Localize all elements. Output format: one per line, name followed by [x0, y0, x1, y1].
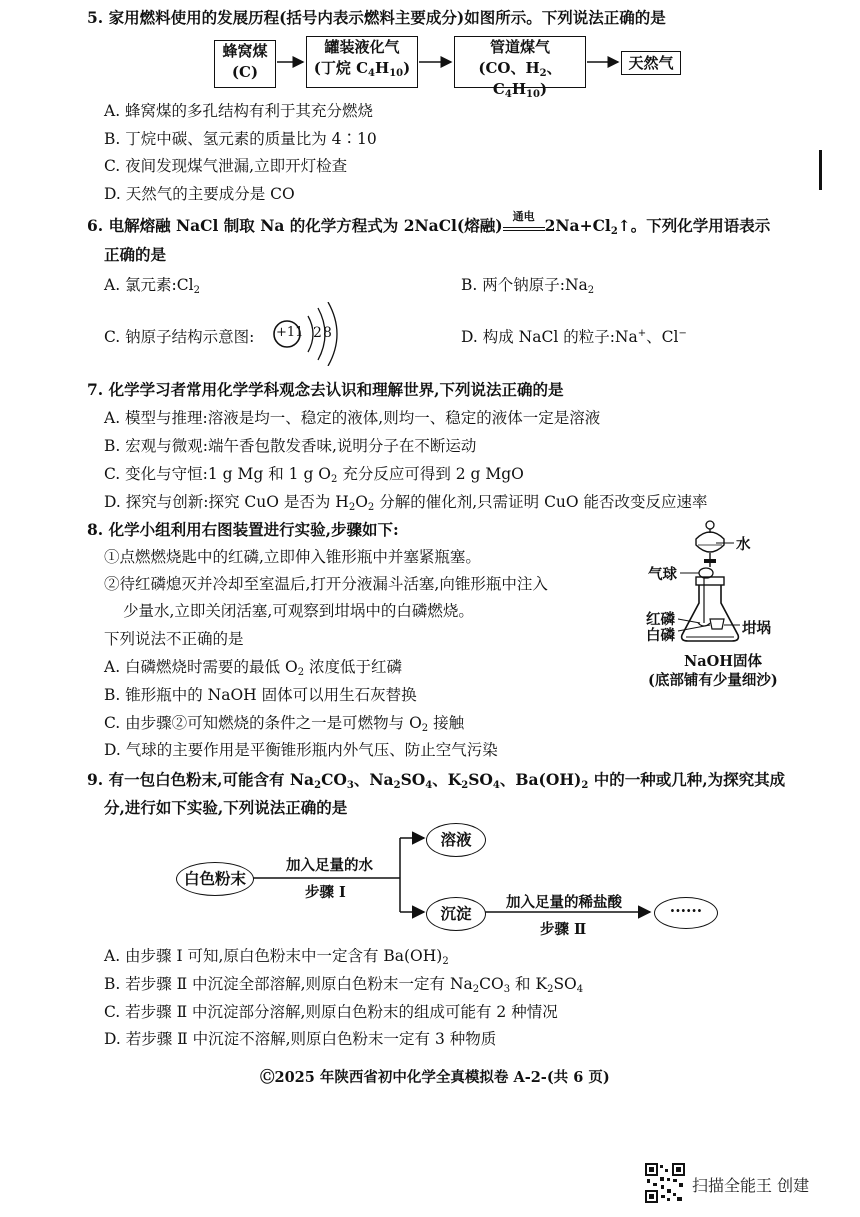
- step2-name: 步骤 Ⅱ: [540, 921, 587, 938]
- page-footer: Ⓒ2025 年陕西省初中化学全真模拟卷 A-2-(共 6 页): [260, 1069, 610, 1086]
- q7-option-c: C. 变化与守恒:1 g Mg 和 1 g $O_2$ 充分反应可得到 2 g MgO: [104, 465, 524, 485]
- flow-arrows: [0, 0, 860, 100]
- q5-option-a: A. 蜂窝煤的多孔结构有利于其充分燃烧: [104, 102, 374, 120]
- q9-option-a: A. 由步骤 Ⅰ 可知,原白色粉末中一定含有 $Ba(OH)_2$: [104, 947, 449, 967]
- reaction-condition: 通电: [512, 210, 535, 223]
- q9-option-d: D. 若步骤 Ⅱ 中沉淀不溶解,则原白色粉末一定有 3 种物质: [104, 1030, 497, 1048]
- label-white-phosphorus: 白磷: [646, 627, 675, 644]
- q5-option-d: D. 天然气的主要成分是 CO: [104, 185, 295, 203]
- q8-step-1: ①点燃燃烧匙中的红磷,立即伸入锥形瓶中并塞紧瓶塞。: [104, 548, 481, 566]
- q6-option-b: B. 两个钠原子$:Na_2$: [461, 276, 595, 296]
- flow-box-honeycomb-coal: 蜂窝煤 (C): [214, 40, 276, 88]
- shell2-electrons: 8: [323, 325, 332, 341]
- q9-stem-line1: 9. 有一包白色粉末,可能含有 $Na_2CO_3$、$Na_2SO_4$、$K_2SO_4$、$Ba(OH)_2$ 中的一种或几种,为探究其成: [87, 770, 786, 791]
- q6-stem-line2: 正确的是: [104, 245, 167, 264]
- step2-label: 加入足量的稀盐酸: [506, 894, 622, 911]
- step1-label: 加入足量的水: [286, 857, 373, 874]
- q5-option-c: C. 夜间发现煤气泄漏,立即开灯检查: [104, 157, 348, 175]
- q7-option-a: A. 模型与推理:溶液是均一、稳定的液体,则均一、稳定的液体一定是溶液: [104, 409, 601, 427]
- q6-option-c: C. 钠原子结构示意图:: [104, 328, 255, 346]
- q5-stem: 5. 家用燃料使用的发展历程(括号内表示燃料主要成分)如图所示。下列说法正确的是: [87, 8, 666, 27]
- q7-stem: 7. 化学学习者常用化学学科观念去认识和理解世界,下列说法正确的是: [87, 380, 564, 399]
- node-precipitate: 沉淀: [426, 897, 486, 931]
- node-white-powder: 白色粉末: [176, 862, 254, 896]
- label-balloon: 气球: [648, 566, 677, 583]
- q9-option-c: C. 若步骤 Ⅱ 中沉淀部分溶解,则原白色粉末的组成可能有 2 种情况: [104, 1003, 558, 1021]
- label-red-phosphorus: 红磷: [646, 611, 675, 628]
- q8-option-d: D. 气球的主要作用是平衡锥形瓶内外气压、防止空气污染: [104, 741, 498, 759]
- q8-stem: 8. 化学小组利用右图装置进行实验,步骤如下:: [87, 520, 399, 539]
- flow-box-natural-gas: 天然气: [621, 51, 681, 75]
- q8-prompt: 下列说法不正确的是: [104, 630, 244, 648]
- q8-step-2-line1: ②待红磷熄灭并冷却至室温后,打开分液漏斗活塞,向锥形瓶中注入: [104, 575, 548, 593]
- q7-option-d: D. 探究与创新:探究 CuO 是否为 $H_2O_2$ 分解的催化剂,只需证明 CuO 能否改变反应速率: [104, 493, 708, 513]
- q6-stem-line1: 6. 电解熔融 NaCl 制取 Na 的化学方程式为 2NaCl(熔融) 通电 $2Na+Cl_2↑$。下列化学用语表示: [87, 210, 771, 237]
- flow-box-lpg: 罐装液化气 (丁烷 $C_4H_{10}$): [306, 36, 418, 88]
- q8-option-b: B. 锥形瓶中的 NaOH 固体可以用生石灰替换: [104, 686, 417, 704]
- q5-option-b: B. 丁烷中碳、氢元素的质量比为 4∶10: [104, 130, 377, 148]
- label-naoh-solid: NaOH固体: [684, 653, 762, 670]
- qr-code-icon: [645, 1163, 685, 1203]
- q8-option-c: C. 由步骤②可知燃烧的条件之一是可燃物与 $O_2$ 接触: [104, 714, 465, 734]
- label-fine-sand: (底部铺有少量细沙): [648, 672, 778, 689]
- q6-option-d: D. 构成 NaCl 的粒子:Na+、Cl−: [461, 328, 687, 346]
- q9-option-b: B. 若步骤 Ⅱ 中沉淀全部溶解,则原白色粉末一定有 $Na_2CO_3$ 和 $K_2SO_4$: [104, 975, 584, 995]
- label-water: 水: [736, 536, 751, 553]
- scanner-credit-text: 扫描全能王 创建: [692, 1176, 810, 1195]
- margin-mark: [819, 150, 822, 190]
- q7-option-b: B. 宏观与微观:端午香包散发香味,说明分子在不断运动: [104, 437, 477, 455]
- flow-box-pipeline-gas: 管道煤气 (CO、$H_2$、$C_4H_{10}$): [454, 36, 586, 88]
- step1-name: 步骤 Ⅰ: [305, 884, 346, 901]
- q6-option-a: A. 氯元素$:Cl_2$: [104, 276, 200, 296]
- label-crucible: 坩埚: [742, 620, 771, 637]
- nucleus-charge: +11: [276, 325, 304, 340]
- q8-step-2-line2: 少量水,立即关闭活塞,可观察到坩埚中的白磷燃烧。: [123, 602, 474, 620]
- node-solution: 溶液: [426, 823, 486, 857]
- shell1-electrons: 2: [313, 325, 322, 341]
- q8-option-a: A. 白磷燃烧时需要的最低 $O_2$ 浓度低于红磷: [104, 658, 402, 678]
- q9-stem-line2: 分,进行如下实验,下列说法正确的是: [104, 798, 348, 817]
- node-result: ······: [654, 897, 718, 929]
